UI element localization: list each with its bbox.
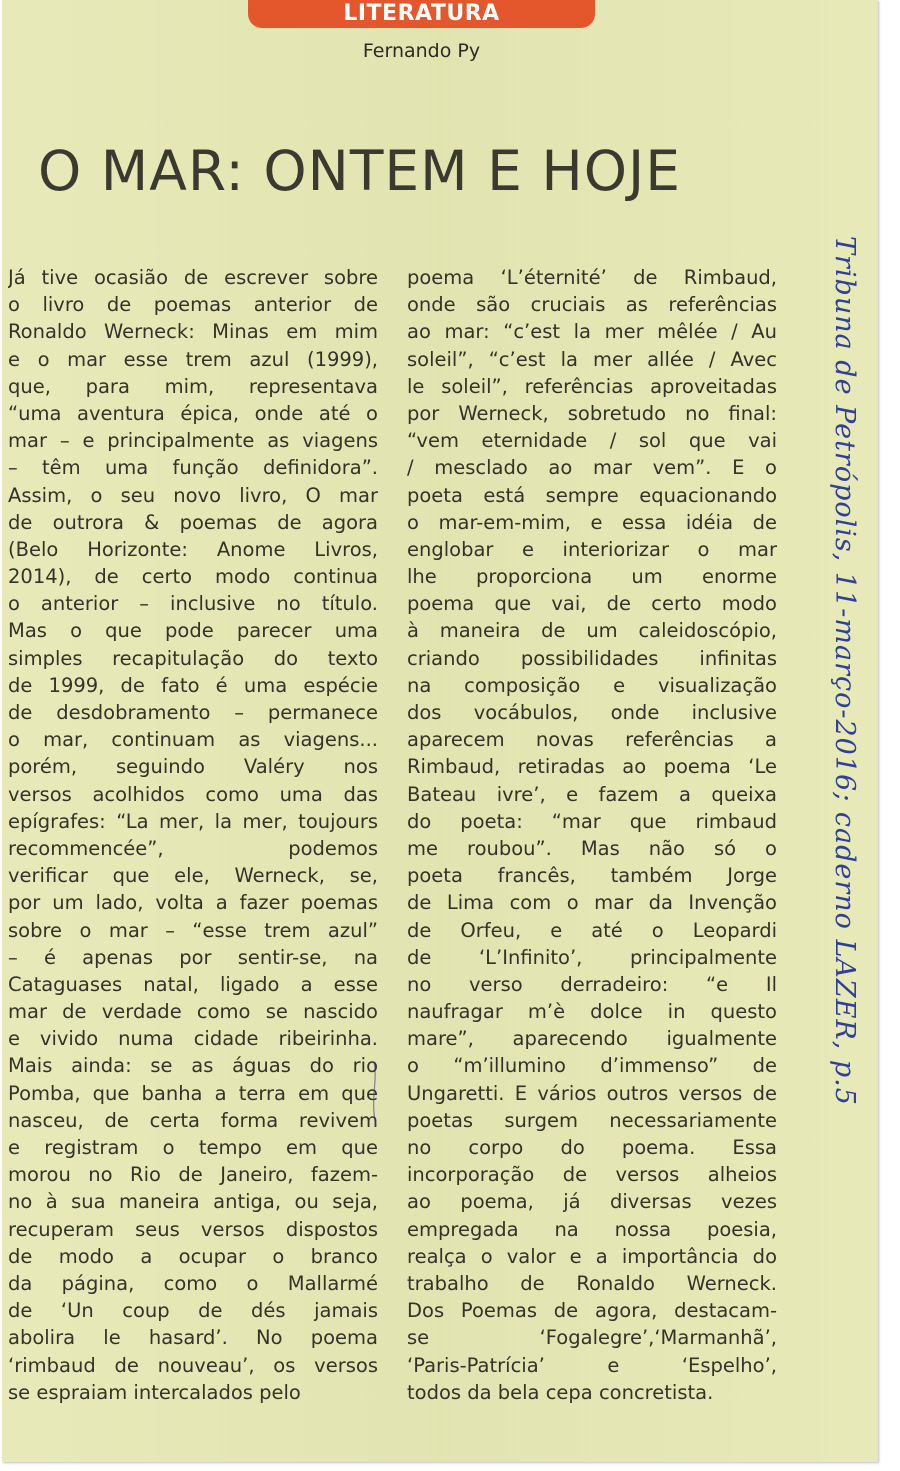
article-line: poema que vai, de certo modo [407,592,777,616]
article-line: poeta está sempre equacionando [407,483,777,507]
article-headline: O MAR: ONTEM E HOJE [38,139,681,203]
article-column-right [407,264,777,1406]
article-line: que, para mim, representava [8,374,378,398]
article-line: Mas o que pode parecer uma [8,619,378,643]
article-line: versos acolhidos como uma das [8,782,378,806]
article-line: / mesclado ao mar vem”. E o [407,456,777,480]
article-line: no corpo do poema. Essa [407,1136,777,1159]
article-line: englobar e interiorizar o mar [407,537,777,561]
article-line: mar de verdade como se nascido [8,1000,378,1024]
pen-mark-icon [354,1060,394,1130]
article-line: de ‘L’Infinito’, principalmente [407,945,777,969]
article-line: o livro de poemas anterior de [8,293,378,317]
article-line: simples recapitulação do texto [8,646,378,670]
article-line: e vivido numa cidade ribeirinha. [8,1027,378,1051]
article-line: nasceu, de certa forma revivem [8,1108,378,1132]
article-line: criando possibilidades infinitas [407,646,777,670]
article-line: soleil”, “c’est la mer allée / Avec [407,347,777,371]
handwritten-note-text: Tribuna de Petrópolis, 11-março-2016; caderno LAZER, p.5 [829,236,860,1106]
article-line: poema ‘L’éternité’ de Rimbaud, [407,266,777,289]
article-line: de 1999, de fato é uma espécie [8,673,378,697]
article-line: me roubou”. Mas não só o [407,836,777,860]
article-line: da página, como o Mallarmé [8,1271,378,1295]
article-line: por Werneck, sobretudo no final: [407,401,777,425]
article-line: ‘Paris-Patrícia’ e ‘Espelho’, [407,1353,777,1377]
article-line: à maneira de um caleidoscópio, [407,619,777,643]
article-line: de outrora & poemas de agora [8,510,378,534]
article-column-left [8,264,378,1406]
article-line: Assim, o seu novo livro, O mar [8,483,378,507]
article-line: todos da bela cepa concretista. [407,1380,714,1404]
article-line: – têm uma função definidora”. [8,456,378,480]
article-line: “uma aventura épica, onde até o [8,401,378,425]
article-line: Ronaldo Werneck: Minas em mim [8,320,378,344]
article-line: na composição e visualização [407,673,777,697]
article-line: de desdobramento – permanece [8,701,378,724]
article-line: mar – e principalmente as viagens [8,429,378,453]
article-line: verificar que ele, Werneck, se, [8,864,378,888]
article-line: 2014), de certo modo continua [8,565,378,589]
article-line: Cataguases natal, ligado a esse [8,972,378,996]
article-line: de Orfeu, e até o Leopardi [407,918,777,942]
article-line: trabalho de Ronaldo Werneck. [407,1271,777,1295]
article-line: e o mar esse trem azul (1999), [8,347,378,371]
article-line: o mar, continuam as viagens... [8,728,378,752]
article-line: Rimbaud, retiradas ao poema ‘Le [407,755,777,779]
article-line: poetas surgem necessariamente [407,1108,777,1132]
section-label: LITERATURA [343,1,500,26]
article-line: o “m’illumino d’immenso” de [407,1054,777,1078]
article-line: no verso derradeiro: “e Il [407,972,777,996]
article-line: (Belo Horizonte: Anome Livros, [8,537,378,561]
article-line: o mar-em-mim, e essa idéia de [407,510,777,534]
handwritten-source-note [812,236,872,1106]
article-line: incorporação de versos alheios [407,1163,777,1187]
article-line: se ‘Fogalegre’,‘Marmanhã’, [407,1326,777,1350]
article-line: o anterior – inclusive no título. [8,592,378,616]
author-byline: Fernando Py [362,40,481,62]
article-line: naufragar m’è dolce in questo [407,1000,777,1024]
article-line: poeta francês, também Jorge [407,864,777,888]
article-line: recuperam seus versos dispostos [8,1217,378,1241]
article-line: Mais ainda: se as águas do rio [8,1054,378,1078]
article-line: realça o valor e a importância do [407,1244,777,1268]
article-line: epígrafes: “La mer, la mer, toujours [8,809,378,833]
article-line: porém, seguindo Valéry nos [8,755,378,779]
article-line: Já tive ocasião de escrever sobre [8,266,378,289]
article-line: le soleil”, referências aproveitadas [407,374,777,398]
article-line: “vem eternidade / sol que vai [407,429,777,453]
article-line: empregada na nossa poesia, [407,1217,777,1241]
article-line: de ‘Un coup de dés jamais [8,1299,378,1323]
article-line: do poeta: “mar que rimbaud [407,809,777,833]
article-line: morou no Rio de Janeiro, fazem- [8,1163,378,1187]
article-line: dos vocábulos, onde inclusive [407,701,777,724]
article-line: recommencée”, podemos [8,836,378,860]
article-line: – é apenas por sentir-se, na [8,945,378,969]
article-line: de Lima com o mar da Invenção [407,891,777,915]
section-banner [248,0,595,28]
article-line: onde são cruciais as referências [407,293,777,317]
article-line: ao mar: “c’est la mer mêlée / Au [407,320,777,344]
article-line: abolira le hasard’. No poema [8,1326,378,1350]
newspaper-clipping [2,0,878,1462]
article-line: e registram o tempo em que [8,1136,378,1159]
article-line: no à sua maneira antiga, ou seja, [8,1190,378,1214]
article-line: Bateau ivre’, e fazem a queixa [407,782,777,806]
article-line: ao poema, já diversas vezes [407,1190,777,1214]
article-line: ‘rimbaud de nouveau’, os versos [8,1353,378,1377]
article-line: lhe proporciona um enorme [407,565,777,589]
article-line: mare”, aparecendo igualmente [407,1027,777,1051]
article-line: por um lado, volta a fazer poemas [8,891,378,915]
article-line: aparecem novas referências a [407,728,777,752]
article-line: sobre o mar – “esse trem azul” [8,918,378,942]
article-line: Pomba, que banha a terra em que [8,1081,378,1105]
article-line: Ungaretti. E vários outros versos de [407,1081,777,1105]
article-line: Dos Poemas de agora, destacam- [407,1299,777,1323]
article-line: de modo a ocupar o branco [8,1244,378,1268]
article-line: se espraiam intercalados pelo [8,1380,301,1404]
